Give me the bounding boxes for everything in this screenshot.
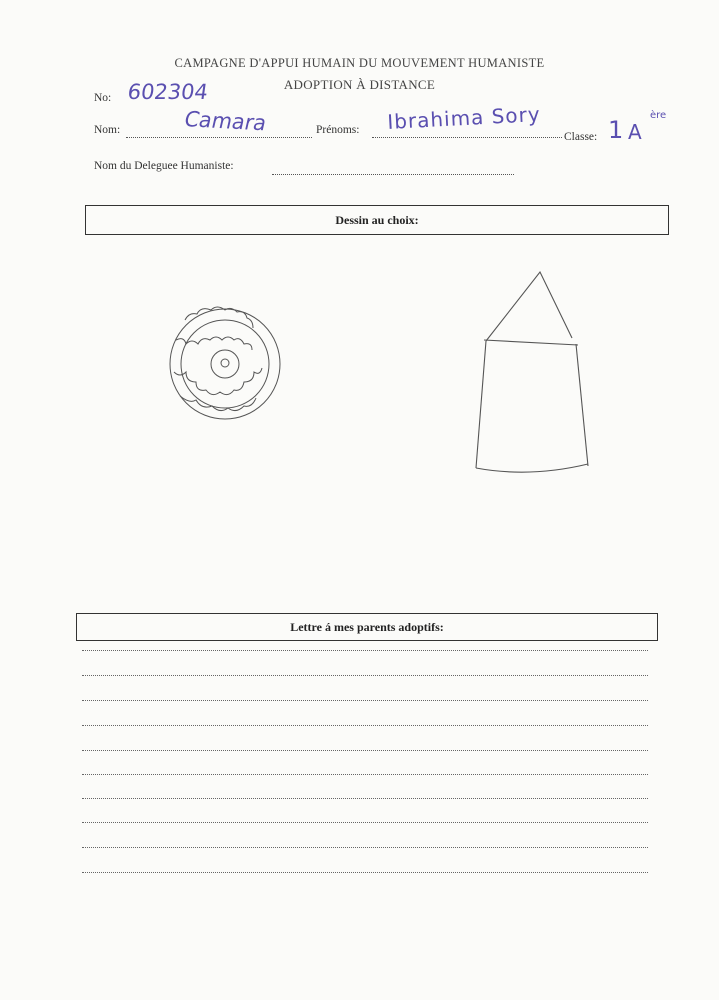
classe-value[interactable]: 1 [608,116,624,144]
letter-section-header [76,613,658,641]
prenoms-value[interactable]: Ibrahima Sory [386,102,542,134]
classe-section[interactable]: A [628,120,642,144]
letter-line[interactable] [82,847,648,848]
letter-line[interactable] [82,725,648,726]
letter-line[interactable] [82,750,648,751]
nom-label: Nom: [94,124,121,136]
delegue-label: Nom du Deleguee Humaniste: [94,160,234,172]
letter-line[interactable] [82,675,648,676]
house-drawing [476,272,588,472]
campaign-title: CAMPAGNE D'APPUI HUMAIN DU MOUVEMENT HUMANISTE [174,56,545,70]
letter-line[interactable] [82,774,648,775]
nom-value[interactable]: Camara [182,107,269,136]
letter-section-title: Lettre á mes parents adoptifs: [290,620,444,634]
classe-label: Classe: [564,131,598,143]
letter-line[interactable] [82,872,648,873]
drawing-section-title: Dessin au choix: [335,213,419,227]
prenoms-label: Prénoms: [316,124,360,136]
adoption-subtitle: ADOPTION À DISTANCE [283,77,436,92]
letter-line[interactable] [82,650,648,651]
number-label: No: [94,92,112,104]
letter-line[interactable] [82,700,648,701]
sun-drawing [170,307,280,419]
letter-line[interactable] [82,822,648,823]
letter-line[interactable] [82,798,648,799]
classe-superscript: ère [650,110,667,121]
number-value[interactable]: 602304 [126,80,210,104]
